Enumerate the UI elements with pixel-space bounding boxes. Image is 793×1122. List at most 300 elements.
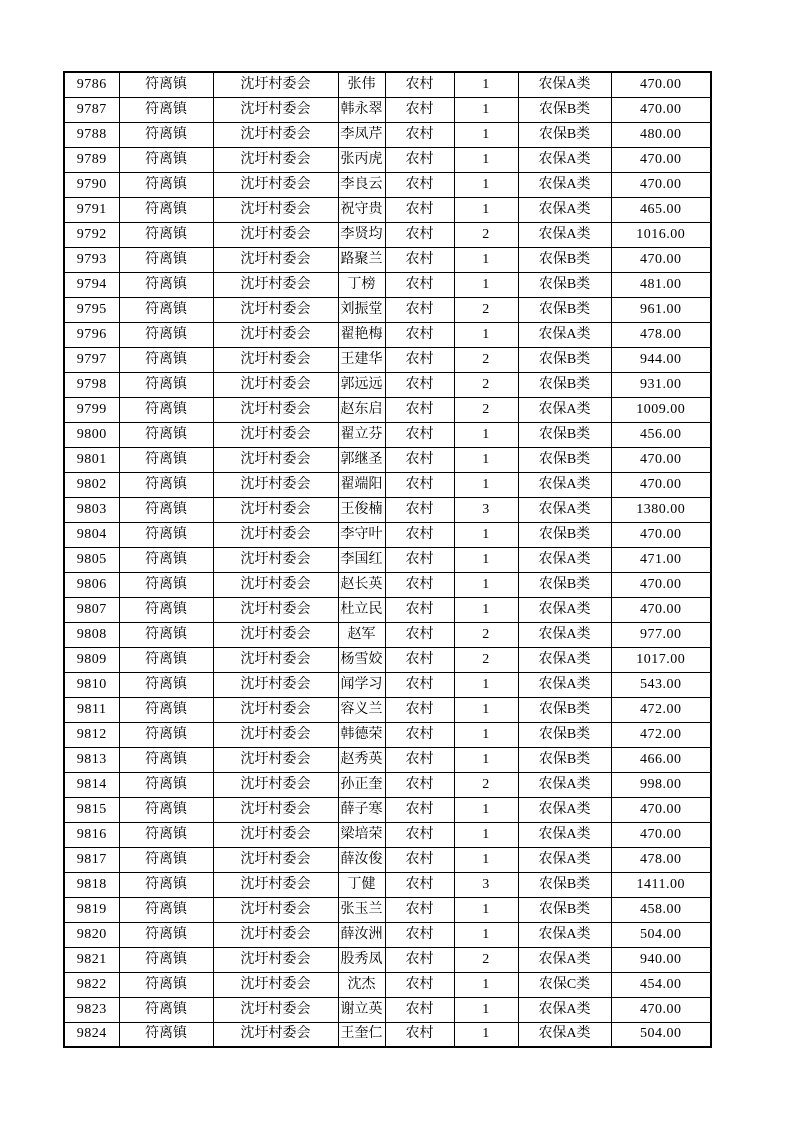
- cell-insurance-category: 农保A类: [518, 497, 611, 522]
- cell-town: 符离镇: [119, 122, 213, 147]
- cell-residence-type: 农村: [385, 972, 454, 997]
- cell-town: 符离镇: [119, 297, 213, 322]
- cell-person-count: 1: [454, 697, 518, 722]
- cell-town: 符离镇: [119, 322, 213, 347]
- cell-amount: 456.00: [611, 422, 711, 447]
- cell-person-name: 王奎仁: [338, 1022, 385, 1047]
- cell-insurance-category: 农保A类: [518, 172, 611, 197]
- cell-insurance-category: 农保B类: [518, 897, 611, 922]
- table-row: [64, 922, 711, 947]
- table-row: [64, 897, 711, 922]
- cell-person-count: 2: [454, 297, 518, 322]
- cell-town: 符离镇: [119, 272, 213, 297]
- cell-serial-number: 9796: [64, 322, 119, 347]
- cell-village-committee: 沈圩村委会: [213, 547, 338, 572]
- cell-town: 符离镇: [119, 372, 213, 397]
- cell-person-count: 1: [454, 847, 518, 872]
- cell-amount: 481.00: [611, 272, 711, 297]
- cell-serial-number: 9815: [64, 797, 119, 822]
- cell-person-name: 丁榜: [338, 272, 385, 297]
- cell-village-committee: 沈圩村委会: [213, 347, 338, 372]
- cell-amount: 470.00: [611, 147, 711, 172]
- cell-person-count: 2: [454, 947, 518, 972]
- cell-serial-number: 9820: [64, 922, 119, 947]
- cell-insurance-category: 农保A类: [518, 647, 611, 672]
- cell-village-committee: 沈圩村委会: [213, 597, 338, 622]
- cell-serial-number: 9802: [64, 472, 119, 497]
- cell-village-committee: 沈圩村委会: [213, 472, 338, 497]
- cell-village-committee: 沈圩村委会: [213, 997, 338, 1022]
- cell-serial-number: 9789: [64, 147, 119, 172]
- cell-person-count: 1: [454, 172, 518, 197]
- cell-person-name: 赵秀英: [338, 747, 385, 772]
- cell-town: 符离镇: [119, 247, 213, 272]
- cell-town: 符离镇: [119, 72, 213, 97]
- cell-town: 符离镇: [119, 872, 213, 897]
- cell-insurance-category: 农保C类: [518, 972, 611, 997]
- cell-person-name: 杨雪姣: [338, 647, 385, 672]
- cell-insurance-category: 农保A类: [518, 397, 611, 422]
- cell-person-count: 3: [454, 497, 518, 522]
- cell-village-committee: 沈圩村委会: [213, 922, 338, 947]
- cell-residence-type: 农村: [385, 222, 454, 247]
- cell-residence-type: 农村: [385, 722, 454, 747]
- cell-person-count: 1: [454, 522, 518, 547]
- table-row: [64, 322, 711, 347]
- cell-person-name: 李守叶: [338, 522, 385, 547]
- cell-town: 符离镇: [119, 497, 213, 522]
- cell-person-name: 赵东启: [338, 397, 385, 422]
- cell-town: 符离镇: [119, 222, 213, 247]
- cell-village-committee: 沈圩村委会: [213, 672, 338, 697]
- cell-insurance-category: 农保A类: [518, 672, 611, 697]
- cell-insurance-category: 农保B类: [518, 447, 611, 472]
- cell-person-count: 1: [454, 1022, 518, 1047]
- cell-town: 符离镇: [119, 922, 213, 947]
- table-row: [64, 622, 711, 647]
- cell-insurance-category: 农保A类: [518, 222, 611, 247]
- table-row: [64, 447, 711, 472]
- table-row: [64, 222, 711, 247]
- cell-person-count: 3: [454, 872, 518, 897]
- cell-village-committee: 沈圩村委会: [213, 872, 338, 897]
- cell-person-name: 杜立民: [338, 597, 385, 622]
- cell-person-count: 1: [454, 422, 518, 447]
- cell-person-name: 韩永翠: [338, 97, 385, 122]
- cell-insurance-category: 农保B类: [518, 97, 611, 122]
- cell-amount: 480.00: [611, 122, 711, 147]
- cell-serial-number: 9786: [64, 72, 119, 97]
- cell-village-committee: 沈圩村委会: [213, 222, 338, 247]
- cell-person-name: 翟立芬: [338, 422, 385, 447]
- cell-serial-number: 9797: [64, 347, 119, 372]
- cell-amount: 977.00: [611, 622, 711, 647]
- cell-village-committee: 沈圩村委会: [213, 247, 338, 272]
- cell-serial-number: 9800: [64, 422, 119, 447]
- cell-person-count: 1: [454, 972, 518, 997]
- cell-residence-type: 农村: [385, 397, 454, 422]
- cell-serial-number: 9810: [64, 672, 119, 697]
- cell-village-committee: 沈圩村委会: [213, 372, 338, 397]
- table-row: [64, 747, 711, 772]
- cell-person-name: 郭继圣: [338, 447, 385, 472]
- cell-town: 符离镇: [119, 447, 213, 472]
- cell-town: 符离镇: [119, 1022, 213, 1047]
- cell-residence-type: 农村: [385, 622, 454, 647]
- cell-village-committee: 沈圩村委会: [213, 622, 338, 647]
- cell-village-committee: 沈圩村委会: [213, 897, 338, 922]
- cell-person-count: 2: [454, 372, 518, 397]
- cell-amount: 478.00: [611, 847, 711, 872]
- cell-person-count: 1: [454, 572, 518, 597]
- cell-person-count: 1: [454, 197, 518, 222]
- cell-serial-number: 9787: [64, 97, 119, 122]
- cell-person-name: 路聚兰: [338, 247, 385, 272]
- cell-amount: 472.00: [611, 697, 711, 722]
- cell-person-count: 1: [454, 472, 518, 497]
- cell-insurance-category: 农保A类: [518, 322, 611, 347]
- cell-person-name: 李贤均: [338, 222, 385, 247]
- cell-person-count: 1: [454, 122, 518, 147]
- cell-residence-type: 农村: [385, 997, 454, 1022]
- cell-residence-type: 农村: [385, 822, 454, 847]
- cell-serial-number: 9803: [64, 497, 119, 522]
- cell-serial-number: 9819: [64, 897, 119, 922]
- cell-amount: 470.00: [611, 72, 711, 97]
- cell-serial-number: 9804: [64, 522, 119, 547]
- cell-town: 符离镇: [119, 847, 213, 872]
- cell-town: 符离镇: [119, 572, 213, 597]
- cell-serial-number: 9812: [64, 722, 119, 747]
- cell-residence-type: 农村: [385, 472, 454, 497]
- cell-town: 符离镇: [119, 522, 213, 547]
- cell-town: 符离镇: [119, 822, 213, 847]
- cell-person-count: 1: [454, 822, 518, 847]
- cell-serial-number: 9813: [64, 747, 119, 772]
- cell-town: 符离镇: [119, 647, 213, 672]
- cell-amount: 471.00: [611, 547, 711, 572]
- cell-person-count: 1: [454, 672, 518, 697]
- cell-town: 符离镇: [119, 972, 213, 997]
- cell-serial-number: 9788: [64, 122, 119, 147]
- cell-town: 符离镇: [119, 697, 213, 722]
- cell-village-committee: 沈圩村委会: [213, 797, 338, 822]
- cell-person-count: 2: [454, 397, 518, 422]
- cell-residence-type: 农村: [385, 122, 454, 147]
- cell-person-count: 1: [454, 247, 518, 272]
- cell-residence-type: 农村: [385, 772, 454, 797]
- cell-person-count: 2: [454, 647, 518, 672]
- cell-residence-type: 农村: [385, 572, 454, 597]
- table-row: [64, 572, 711, 597]
- cell-town: 符离镇: [119, 347, 213, 372]
- cell-serial-number: 9814: [64, 772, 119, 797]
- cell-residence-type: 农村: [385, 422, 454, 447]
- table-row: [64, 397, 711, 422]
- cell-residence-type: 农村: [385, 97, 454, 122]
- cell-residence-type: 农村: [385, 1022, 454, 1047]
- table-row: [64, 197, 711, 222]
- cell-person-name: 张伟: [338, 72, 385, 97]
- cell-insurance-category: 农保B类: [518, 747, 611, 772]
- cell-insurance-category: 农保A类: [518, 847, 611, 872]
- table-row: [64, 822, 711, 847]
- cell-insurance-category: 农保A类: [518, 472, 611, 497]
- cell-person-name: 李国红: [338, 547, 385, 572]
- cell-serial-number: 9801: [64, 447, 119, 472]
- cell-serial-number: 9795: [64, 297, 119, 322]
- cell-insurance-category: 农保B类: [518, 247, 611, 272]
- cell-residence-type: 农村: [385, 922, 454, 947]
- cell-amount: 465.00: [611, 197, 711, 222]
- cell-residence-type: 农村: [385, 72, 454, 97]
- table-row: [64, 97, 711, 122]
- cell-insurance-category: 农保B类: [518, 522, 611, 547]
- cell-serial-number: 9816: [64, 822, 119, 847]
- cell-village-committee: 沈圩村委会: [213, 97, 338, 122]
- cell-insurance-category: 农保B类: [518, 722, 611, 747]
- cell-person-name: 谢立英: [338, 997, 385, 1022]
- cell-amount: 470.00: [611, 247, 711, 272]
- cell-person-name: 薛子寒: [338, 797, 385, 822]
- cell-amount: 466.00: [611, 747, 711, 772]
- table-row: [64, 497, 711, 522]
- cell-amount: 1411.00: [611, 872, 711, 897]
- table-row: [64, 522, 711, 547]
- cell-town: 符离镇: [119, 947, 213, 972]
- cell-town: 符离镇: [119, 547, 213, 572]
- cell-person-name: 郭远远: [338, 372, 385, 397]
- cell-insurance-category: 农保B类: [518, 372, 611, 397]
- cell-amount: 504.00: [611, 1022, 711, 1047]
- cell-amount: 1016.00: [611, 222, 711, 247]
- cell-amount: 470.00: [611, 822, 711, 847]
- cell-village-committee: 沈圩村委会: [213, 72, 338, 97]
- cell-residence-type: 农村: [385, 797, 454, 822]
- cell-residence-type: 农村: [385, 872, 454, 897]
- cell-village-committee: 沈圩村委会: [213, 772, 338, 797]
- cell-insurance-category: 农保A类: [518, 597, 611, 622]
- cell-village-committee: 沈圩村委会: [213, 947, 338, 972]
- cell-village-committee: 沈圩村委会: [213, 322, 338, 347]
- table-row: [64, 797, 711, 822]
- cell-insurance-category: 农保A类: [518, 797, 611, 822]
- cell-person-name: 李良云: [338, 172, 385, 197]
- cell-insurance-category: 农保A类: [518, 1022, 611, 1047]
- cell-serial-number: 9811: [64, 697, 119, 722]
- cell-village-committee: 沈圩村委会: [213, 447, 338, 472]
- cell-amount: 998.00: [611, 772, 711, 797]
- cell-amount: 944.00: [611, 347, 711, 372]
- cell-residence-type: 农村: [385, 897, 454, 922]
- cell-village-committee: 沈圩村委会: [213, 697, 338, 722]
- cell-amount: 543.00: [611, 672, 711, 697]
- cell-amount: 478.00: [611, 322, 711, 347]
- table-row: [64, 1022, 711, 1047]
- cell-village-committee: 沈圩村委会: [213, 1022, 338, 1047]
- cell-insurance-category: 农保B类: [518, 122, 611, 147]
- cell-insurance-category: 农保B类: [518, 297, 611, 322]
- cell-village-committee: 沈圩村委会: [213, 647, 338, 672]
- table-row: [64, 547, 711, 572]
- cell-residence-type: 农村: [385, 147, 454, 172]
- cell-person-name: 刘振堂: [338, 297, 385, 322]
- cell-person-name: 李凤芹: [338, 122, 385, 147]
- cell-town: 符离镇: [119, 397, 213, 422]
- cell-person-name: 赵军: [338, 622, 385, 647]
- cell-person-name: 丁健: [338, 872, 385, 897]
- cell-person-count: 1: [454, 547, 518, 572]
- cell-person-name: 薛汝洲: [338, 922, 385, 947]
- cell-residence-type: 农村: [385, 322, 454, 347]
- table-row: [64, 372, 711, 397]
- table-row: [64, 422, 711, 447]
- cell-village-committee: 沈圩村委会: [213, 822, 338, 847]
- cell-amount: 1017.00: [611, 647, 711, 672]
- cell-village-committee: 沈圩村委会: [213, 722, 338, 747]
- cell-person-count: 2: [454, 622, 518, 647]
- cell-town: 符离镇: [119, 772, 213, 797]
- cell-amount: 940.00: [611, 947, 711, 972]
- cell-town: 符离镇: [119, 197, 213, 222]
- cell-insurance-category: 农保A类: [518, 947, 611, 972]
- cell-person-name: 闻学习: [338, 672, 385, 697]
- table-row: [64, 672, 711, 697]
- cell-village-committee: 沈圩村委会: [213, 422, 338, 447]
- cell-insurance-category: 农保B类: [518, 347, 611, 372]
- cell-amount: 472.00: [611, 722, 711, 747]
- cell-residence-type: 农村: [385, 372, 454, 397]
- cell-insurance-category: 农保A类: [518, 922, 611, 947]
- cell-town: 符离镇: [119, 897, 213, 922]
- cell-insurance-category: 农保B类: [518, 422, 611, 447]
- cell-serial-number: 9823: [64, 997, 119, 1022]
- cell-serial-number: 9808: [64, 622, 119, 647]
- cell-town: 符离镇: [119, 597, 213, 622]
- table-row: [64, 172, 711, 197]
- cell-person-name: 张丙虎: [338, 147, 385, 172]
- cell-person-name: 翟艳梅: [338, 322, 385, 347]
- table-row: [64, 697, 711, 722]
- cell-amount: 1380.00: [611, 497, 711, 522]
- cell-serial-number: 9790: [64, 172, 119, 197]
- cell-amount: 470.00: [611, 597, 711, 622]
- cell-amount: 504.00: [611, 922, 711, 947]
- cell-residence-type: 农村: [385, 747, 454, 772]
- cell-person-name: 容义兰: [338, 697, 385, 722]
- cell-residence-type: 农村: [385, 197, 454, 222]
- table-row: [64, 272, 711, 297]
- cell-amount: 470.00: [611, 97, 711, 122]
- cell-residence-type: 农村: [385, 647, 454, 672]
- cell-insurance-category: 农保B类: [518, 272, 611, 297]
- cell-village-committee: 沈圩村委会: [213, 522, 338, 547]
- cell-serial-number: 9821: [64, 947, 119, 972]
- table-row: [64, 472, 711, 497]
- cell-residence-type: 农村: [385, 947, 454, 972]
- cell-residence-type: 农村: [385, 497, 454, 522]
- cell-town: 符离镇: [119, 422, 213, 447]
- cell-person-name: 王俊楠: [338, 497, 385, 522]
- cell-village-committee: 沈圩村委会: [213, 397, 338, 422]
- cell-residence-type: 农村: [385, 447, 454, 472]
- table-row: [64, 647, 711, 672]
- cell-town: 符离镇: [119, 472, 213, 497]
- cell-town: 符离镇: [119, 147, 213, 172]
- cell-serial-number: 9799: [64, 397, 119, 422]
- cell-serial-number: 9805: [64, 547, 119, 572]
- cell-village-committee: 沈圩村委会: [213, 272, 338, 297]
- table-row: [64, 872, 711, 897]
- cell-insurance-category: 农保A类: [518, 997, 611, 1022]
- cell-person-count: 1: [454, 447, 518, 472]
- cell-insurance-category: 农保A类: [518, 547, 611, 572]
- cell-village-committee: 沈圩村委会: [213, 972, 338, 997]
- cell-person-count: 1: [454, 997, 518, 1022]
- cell-serial-number: 9798: [64, 372, 119, 397]
- cell-person-count: 1: [454, 597, 518, 622]
- cell-person-count: 1: [454, 922, 518, 947]
- cell-residence-type: 农村: [385, 597, 454, 622]
- cell-residence-type: 农村: [385, 247, 454, 272]
- cell-serial-number: 9791: [64, 197, 119, 222]
- cell-village-committee: 沈圩村委会: [213, 297, 338, 322]
- table-row: [64, 72, 711, 97]
- table-row: [64, 972, 711, 997]
- cell-person-name: 赵长英: [338, 572, 385, 597]
- cell-amount: 470.00: [611, 997, 711, 1022]
- cell-village-committee: 沈圩村委会: [213, 147, 338, 172]
- cell-serial-number: 9807: [64, 597, 119, 622]
- cell-amount: 458.00: [611, 897, 711, 922]
- cell-amount: 454.00: [611, 972, 711, 997]
- cell-residence-type: 农村: [385, 272, 454, 297]
- table-row: [64, 347, 711, 372]
- cell-person-count: 1: [454, 797, 518, 822]
- cell-person-count: 1: [454, 147, 518, 172]
- cell-town: 符离镇: [119, 622, 213, 647]
- table-row: [64, 947, 711, 972]
- cell-person-name: 沈杰: [338, 972, 385, 997]
- cell-insurance-category: 农保A类: [518, 197, 611, 222]
- table-row: [64, 772, 711, 797]
- cell-town: 符离镇: [119, 997, 213, 1022]
- table-row: [64, 122, 711, 147]
- cell-insurance-category: 农保A类: [518, 772, 611, 797]
- cell-village-committee: 沈圩村委会: [213, 572, 338, 597]
- cell-person-count: 2: [454, 222, 518, 247]
- cell-serial-number: 9794: [64, 272, 119, 297]
- cell-town: 符离镇: [119, 722, 213, 747]
- cell-insurance-category: 农保B类: [518, 572, 611, 597]
- cell-village-committee: 沈圩村委会: [213, 847, 338, 872]
- cell-person-count: 1: [454, 97, 518, 122]
- cell-residence-type: 农村: [385, 697, 454, 722]
- cell-serial-number: 9822: [64, 972, 119, 997]
- cell-insurance-category: 农保A类: [518, 822, 611, 847]
- cell-person-name: 韩德荣: [338, 722, 385, 747]
- cell-serial-number: 9809: [64, 647, 119, 672]
- cell-person-name: 王建华: [338, 347, 385, 372]
- cell-person-name: 孙正奎: [338, 772, 385, 797]
- cell-residence-type: 农村: [385, 547, 454, 572]
- table-row: [64, 597, 711, 622]
- cell-amount: 1009.00: [611, 397, 711, 422]
- cell-person-count: 1: [454, 722, 518, 747]
- cell-person-count: 2: [454, 772, 518, 797]
- cell-village-committee: 沈圩村委会: [213, 172, 338, 197]
- table-row: [64, 997, 711, 1022]
